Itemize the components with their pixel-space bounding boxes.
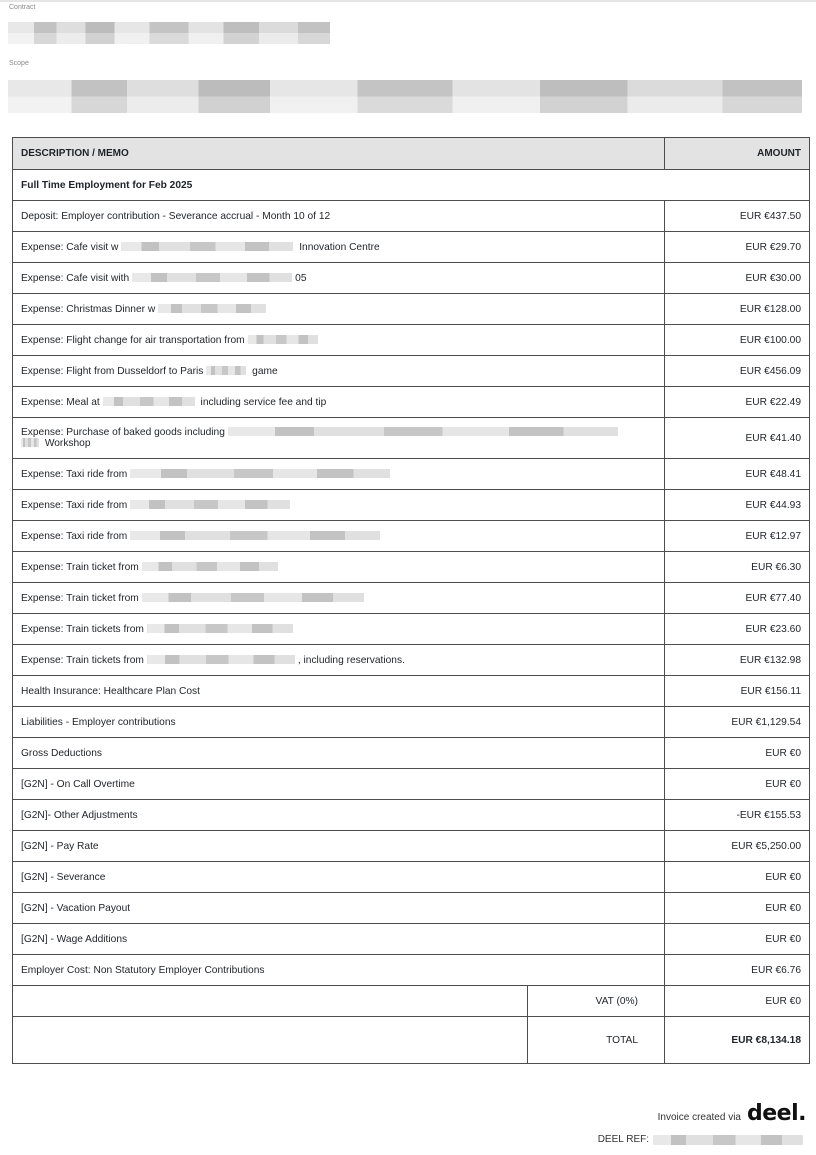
vat-row [13, 986, 810, 1017]
redacted-text [142, 562, 278, 571]
row-description-text: Expense: Train tickets from [21, 623, 144, 635]
row-amount: EUR €6.30 [665, 552, 810, 583]
vat-amount: EUR €0 [665, 986, 810, 1017]
table-row [13, 552, 810, 583]
row-description-text: [G2N] - Severance [21, 871, 106, 883]
row-amount: EUR €0 [665, 924, 810, 955]
row-description [13, 459, 665, 490]
table-row [13, 614, 810, 645]
row-description [13, 387, 665, 418]
row-description-text: [G2N] - Vacation Payout [21, 902, 131, 914]
redacted-text [147, 624, 293, 633]
invoice-table [12, 137, 810, 1064]
deel-logo: deel. [747, 1101, 806, 1126]
table-row [13, 862, 810, 893]
section-title: Full Time Employment for Feb 2025 [13, 170, 810, 201]
row-amount: EUR €456.09 [665, 356, 810, 387]
top-border [0, 0, 816, 2]
row-description [13, 800, 665, 831]
row-description [13, 552, 665, 583]
description-header: DESCRIPTION / MEMO [13, 138, 665, 170]
table-header-row [13, 138, 810, 170]
table-row [13, 325, 810, 356]
row-description-text: Expense: Cafe visit with [21, 272, 130, 284]
scope-value-redacted [8, 80, 802, 113]
row-description-text: Expense: Train ticket from [21, 592, 139, 604]
row-amount: EUR €30.00 [665, 263, 810, 294]
row-description-text: Expense: Taxi ride from [21, 530, 128, 542]
row-amount: EUR €5,250.00 [665, 831, 810, 862]
table-row [13, 924, 810, 955]
total-amount: EUR €8,134.18 [665, 1017, 810, 1064]
row-description-text: Expense: Purchase of baked goods including [21, 427, 225, 438]
row-description [13, 862, 665, 893]
row-description-suffix: game [249, 365, 278, 377]
row-description-text: Employer Cost: Non Statutory Employer Contributions [21, 964, 265, 976]
row-description [13, 831, 665, 862]
table-row [13, 232, 810, 263]
table-row [13, 769, 810, 800]
row-description [13, 738, 665, 769]
row-description [13, 356, 665, 387]
row-description-text: Expense: Train tickets from [21, 654, 144, 666]
row-description [13, 769, 665, 800]
deel-ref [598, 1134, 806, 1145]
row-description [13, 232, 665, 263]
table-row [13, 707, 810, 738]
row-description [13, 645, 665, 676]
table-body [13, 170, 810, 986]
table-row [13, 738, 810, 769]
row-description [13, 294, 665, 325]
invoice-created-via [658, 1101, 806, 1126]
deel-ref-label: DEEL REF: [597, 1134, 649, 1145]
row-description-text: [G2N] - Wage Additions [21, 933, 128, 945]
row-amount: EUR €0 [665, 893, 810, 924]
redacted-text [248, 335, 318, 344]
row-description [13, 676, 665, 707]
row-amount: EUR €77.40 [665, 583, 810, 614]
row-description-text: Expense: Christmas Dinner w [21, 303, 156, 315]
redacted-text [103, 397, 195, 406]
redacted-text [147, 655, 295, 664]
row-description-text: Expense: Taxi ride from [21, 499, 128, 511]
row-description-text: Health Insurance: Healthcare Plan Cost [21, 685, 200, 697]
redacted-text [21, 438, 39, 447]
created-via-text: Invoice created via [657, 1112, 741, 1123]
redacted-text [130, 500, 290, 509]
table-row [13, 387, 810, 418]
row-amount: EUR €12.97 [665, 521, 810, 552]
row-description [13, 263, 665, 294]
row-description-suffix: including service fee and tip [197, 396, 327, 408]
row-description-text: Expense: Meal at [21, 396, 100, 408]
table-row [13, 201, 810, 232]
row-amount: EUR €1,129.54 [665, 707, 810, 738]
redacted-text [158, 304, 266, 313]
redacted-text [206, 366, 246, 375]
table-row [13, 583, 810, 614]
table-row [13, 294, 810, 325]
table-row [13, 490, 810, 521]
row-description [13, 583, 665, 614]
vat-label: VAT (0%) [528, 986, 665, 1017]
redacted-text [130, 469, 390, 478]
row-description-text: [G2N] - Pay Rate [21, 840, 99, 852]
vat-empty-cell [13, 986, 528, 1017]
row-description [13, 418, 665, 459]
redacted-text [130, 531, 380, 540]
row-description [13, 201, 665, 232]
row-amount: EUR €100.00 [665, 325, 810, 356]
contract-value-redacted [8, 22, 330, 44]
table-row [13, 263, 810, 294]
row-description [13, 521, 665, 552]
total-empty-cell [13, 1017, 528, 1064]
row-amount: EUR €44.93 [665, 490, 810, 521]
row-description-text: [G2N]- Other Adjustments [21, 809, 138, 821]
row-amount: EUR €132.98 [665, 645, 810, 676]
row-amount: EUR €156.11 [665, 676, 810, 707]
row-amount: EUR €6.76 [665, 955, 810, 986]
row-description [13, 955, 665, 986]
row-amount: EUR €29.70 [665, 232, 810, 263]
table-row [13, 521, 810, 552]
contract-label: Contract [9, 4, 36, 11]
scope-label: Scope [9, 60, 29, 67]
row-description-suffix: , including reservations. [297, 654, 405, 666]
row-description-text: Expense: Flight change for air transportation from [21, 334, 245, 346]
redacted-text [228, 427, 618, 436]
table-row [13, 676, 810, 707]
row-amount: EUR €41.40 [665, 418, 810, 459]
row-description [13, 924, 665, 955]
row-amount: EUR €23.60 [665, 614, 810, 645]
table-row [13, 955, 810, 986]
table-row [13, 418, 810, 459]
total-label: TOTAL [528, 1017, 665, 1064]
redacted-text [142, 593, 364, 602]
row-amount: EUR €437.50 [665, 201, 810, 232]
row-description [13, 490, 665, 521]
row-description [13, 614, 665, 645]
row-amount: EUR €0 [665, 738, 810, 769]
row-description-text: Gross Deductions [21, 747, 102, 759]
row-description-text: Expense: Cafe visit w [21, 241, 119, 253]
row-description-suffix: 05 [295, 272, 307, 284]
row-amount: EUR €0 [665, 862, 810, 893]
row-description [13, 893, 665, 924]
row-amount: EUR €22.49 [665, 387, 810, 418]
redacted-text [121, 242, 293, 251]
row-description-text: Liabilities - Employer contributions [21, 716, 176, 728]
amount-header: AMOUNT [665, 138, 810, 170]
row-amount: -EUR €155.53 [665, 800, 810, 831]
row-description-suffix: Innovation Centre [296, 241, 380, 253]
row-amount: EUR €0 [665, 769, 810, 800]
row-description [13, 707, 665, 738]
row-description-text: Expense: Flight from Dusseldorf to Paris [21, 365, 204, 377]
row-amount: EUR €48.41 [665, 459, 810, 490]
row-description-text: Deposit: Employer contribution - Severance accrual - Month 10 of 12 [21, 210, 331, 222]
total-row [13, 1017, 810, 1064]
row-description-suffix: Workshop [42, 438, 91, 449]
section-title-row [13, 170, 810, 201]
deel-ref-redacted [653, 1135, 803, 1145]
row-description-text: Expense: Taxi ride from [21, 468, 128, 480]
table-row [13, 893, 810, 924]
table-row [13, 831, 810, 862]
redacted-text [132, 273, 292, 282]
row-description-text: [G2N] - On Call Overtime [21, 778, 135, 790]
row-description [13, 325, 665, 356]
table-row [13, 356, 810, 387]
table-row [13, 459, 810, 490]
table-row [13, 645, 810, 676]
row-amount: EUR €128.00 [665, 294, 810, 325]
table-row [13, 800, 810, 831]
row-description-text: Expense: Train ticket from [21, 561, 139, 573]
